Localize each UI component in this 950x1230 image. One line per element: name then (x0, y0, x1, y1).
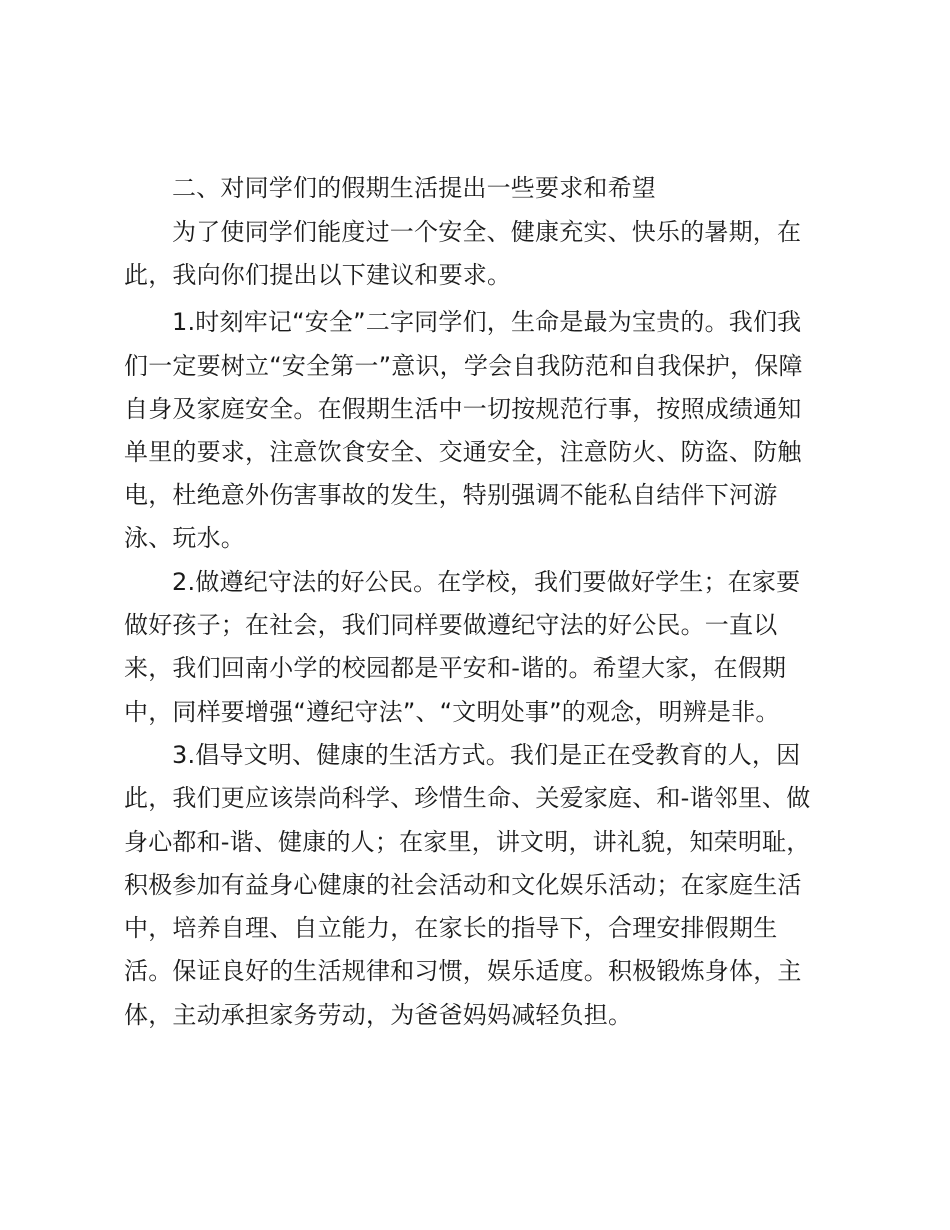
paragraph-line: 身心都和-谐、健康的人；在家里，讲文明，讲礼貌，知荣明耻， (124, 828, 811, 856)
paragraph-line: 来，我们回南小学的校园都是平安和-谐的。希望大家，在假期 (124, 654, 787, 682)
paragraph-line: 2.做遵纪守法的好公民。在学校，我们要做好学生；在家要 (172, 568, 801, 596)
paragraph-line: 中，同样要增强“遵纪守法”、“文明处事”的观念，明辨是非。 (124, 698, 780, 726)
paragraph-line: 积极参加有益身心健康的社会活动和文化娱乐活动；在家庭生活 (124, 871, 802, 899)
section-heading: 二、对同学们的假期生活提出一些要求和希望 (172, 174, 656, 202)
paragraph-line: 中，培养自理、自立能力，在家长的指导下，合理安排假期生 (124, 914, 778, 942)
paragraph-line: 泳、玩水。 (124, 524, 245, 552)
paragraph-line: 3.倡导文明、健康的生活方式。我们是正在受教育的人，因 (172, 741, 801, 769)
paragraph-line: 为了使同学们能度过一个安全、健康充实、快乐的暑期，在 (172, 218, 802, 246)
paragraph-line: 们一定要树立“安全第一”意识，学会自我防范和自我保护，保障 (124, 352, 803, 380)
paragraph-line: 自身及家庭安全。在假期生活中一切按规范行事，按照成绩通知 (124, 395, 802, 423)
paragraph-line: 活。保证良好的生活规律和习惯，娱乐适度。积极锻炼身体，主 (124, 957, 802, 985)
paragraph-line: 电，杜绝意外伤害事故的发生，特别强调不能私自结伴下河游 (124, 481, 778, 509)
paragraph-line: 体，主动承担家务劳动，为爸爸妈妈减轻负担。 (124, 1001, 633, 1029)
paragraph-line: 此，我们更应该崇尚科学、珍惜生命、关爱家庭、和-谐邻里、做 (124, 784, 811, 812)
paragraph-line: 做好孩子；在社会，我们同样要做遵纪守法的好公民。一直以 (124, 611, 778, 639)
paragraph-line: 1.时刻牢记“安全”二字同学们，生命是最为宝贵的。我们我 (172, 308, 802, 336)
paragraph-line: 单里的要求，注意饮食安全、交通安全，注意防火、防盗、防触 (124, 438, 802, 466)
paragraph-line: 此，我向你们提出以下建议和要求。 (124, 261, 512, 289)
